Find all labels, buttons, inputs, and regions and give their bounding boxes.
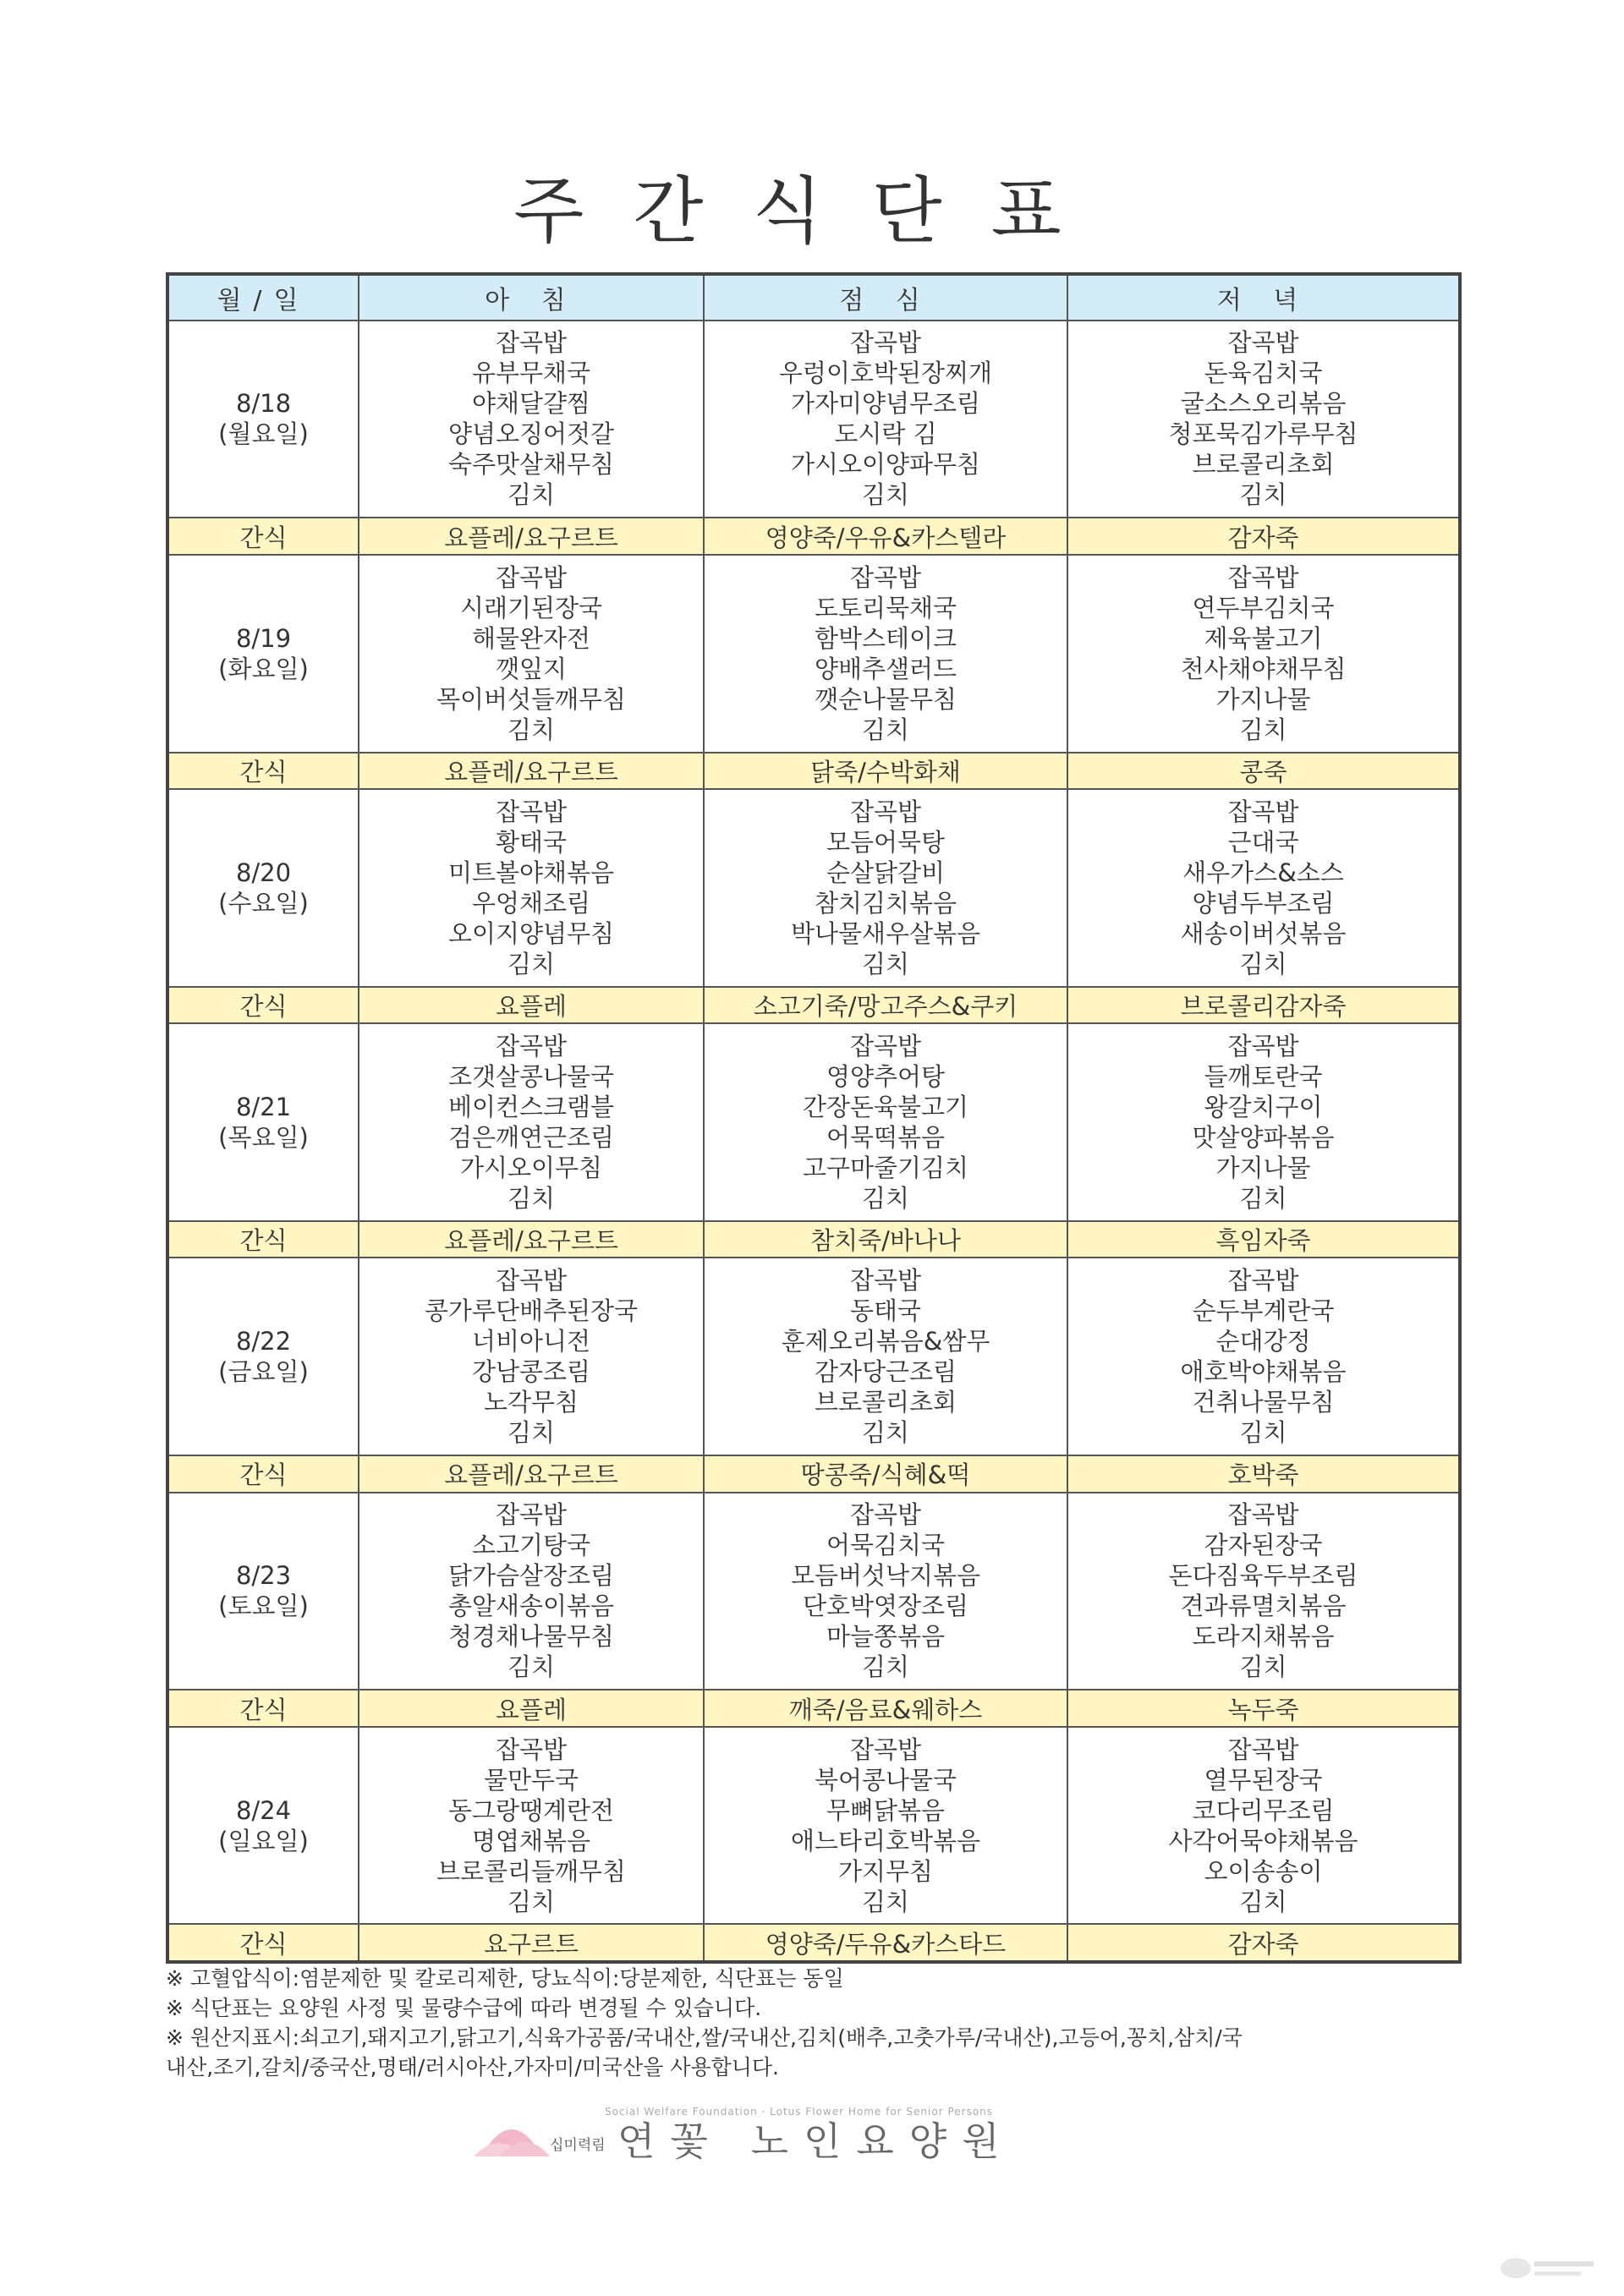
day-date: 8/19 <box>235 623 292 653</box>
breakfast-cell <box>359 555 704 753</box>
menu-item: 견과류멸치볶음 <box>1180 1592 1347 1621</box>
snack-item: 녹두죽 <box>1067 1690 1460 1727</box>
header-dinner: 저 녁 <box>1067 274 1460 321</box>
menu-item: 김치 <box>1239 480 1287 510</box>
menu-item: 가시오이양파무침 <box>790 450 981 479</box>
menu-item: 잡곡밥 <box>849 797 922 826</box>
menu-item: 김치 <box>507 1887 556 1916</box>
menu-item: 잡곡밥 <box>1227 1266 1299 1296</box>
menu-item: 잡곡밥 <box>1227 1734 1299 1764</box>
menu-item: 모듬어묵탕 <box>826 827 946 857</box>
snack-item: 감자죽 <box>1067 1924 1460 1962</box>
day-weekday: (일요일) <box>218 1826 309 1855</box>
menu-item: 도시락 김 <box>834 419 937 449</box>
table-header-row <box>167 274 1460 321</box>
menu-item: 황태국 <box>495 827 568 857</box>
menu-item: 잡곡밥 <box>1227 562 1299 592</box>
dinner-cell <box>1067 1258 1460 1455</box>
menu-item: 단호박엿장조림 <box>802 1592 969 1621</box>
menu-item: 사각어묵야채볶음 <box>1168 1826 1358 1855</box>
snack-item: 영양죽/두유&카스타드 <box>704 1924 1067 1962</box>
table-row <box>167 1023 1460 1221</box>
menu-item: 김치 <box>861 949 910 978</box>
note-change: ※ 식단표는 요양원 사정 및 물량수급에 따라 변경될 수 있습니다. <box>166 1996 762 2020</box>
menu-item: 잡곡밥 <box>849 1266 922 1296</box>
menu-item: 어묵김치국 <box>826 1531 946 1560</box>
facility-logo <box>474 2104 1083 2163</box>
menu-item: 베이컨스크램블 <box>447 1093 615 1122</box>
table-row <box>167 321 1460 518</box>
menu-item: 너비아니전 <box>471 1327 591 1356</box>
menu-item: 잡곡밥 <box>495 1500 568 1530</box>
menu-item: 잡곡밥 <box>495 328 568 358</box>
snack-item: 브로콜리감자죽 <box>1067 987 1460 1024</box>
lunch-cell <box>704 321 1067 518</box>
menu-item: 잡곡밥 <box>495 797 568 826</box>
menu-item: 깻잎지 <box>495 654 568 683</box>
menu-item: 맛살양파볶음 <box>1192 1123 1335 1153</box>
logo-name: 연꽃 노인요양원 <box>617 2118 1015 2164</box>
menu-item: 김치 <box>507 715 556 744</box>
menu-item: 함박스테이크 <box>814 623 957 653</box>
day-weekday: (토요일) <box>218 1592 309 1621</box>
menu-item: 잡곡밥 <box>1227 1032 1299 1061</box>
menu-item: 청포묵김가루무침 <box>1168 419 1358 449</box>
snack-row <box>167 518 1460 555</box>
menu-item: 잡곡밥 <box>1227 328 1299 358</box>
menu-item: 가자미양념무조림 <box>790 389 981 419</box>
lunch-cell <box>704 1493 1067 1690</box>
menu-item: 조갯살콩나물국 <box>447 1062 615 1092</box>
menu-item: 잡곡밥 <box>849 562 922 592</box>
breakfast-cell <box>359 1258 704 1455</box>
menu-item: 어묵떡볶음 <box>826 1123 946 1153</box>
day-weekday: (수요일) <box>218 888 309 918</box>
menu-item: 브로콜리초회 <box>1192 450 1335 479</box>
menu-item: 잡곡밥 <box>849 1032 922 1061</box>
day-date: 8/18 <box>235 389 292 419</box>
menu-item: 열무된장국 <box>1204 1765 1323 1795</box>
lunch-cell <box>704 1023 1067 1221</box>
snack-item: 흑임자죽 <box>1067 1221 1460 1258</box>
dinner-cell <box>1067 1023 1460 1221</box>
day-cell <box>167 1493 359 1690</box>
snack-label: 간식 <box>167 1455 359 1493</box>
snack-row <box>167 987 1460 1024</box>
menu-item: 소고기탕국 <box>471 1531 591 1560</box>
page-title: 주간식단표 <box>513 169 1111 254</box>
header-breakfast: 아 침 <box>359 274 704 321</box>
day-weekday: (목요일) <box>218 1123 309 1153</box>
menu-item: 영양추어탕 <box>826 1062 946 1092</box>
snack-label: 간식 <box>167 987 359 1024</box>
snack-row <box>167 1221 1460 1258</box>
logo-prefix: 십미력림 <box>550 2137 606 2154</box>
menu-item: 시래기된장국 <box>459 593 603 622</box>
table-row <box>167 789 1460 987</box>
breakfast-cell <box>359 1023 704 1221</box>
menu-item: 숙주맛살채무침 <box>447 450 615 479</box>
menu-item: 애호박야채볶음 <box>1180 1357 1347 1387</box>
header-day: 월/일 <box>167 274 359 321</box>
corner-watermark-icon <box>1497 2249 1599 2283</box>
snack-item: 감자죽 <box>1067 518 1460 555</box>
menu-item: 건취나물무침 <box>1192 1388 1335 1417</box>
lotus-flower-icon <box>474 2104 550 2163</box>
menu-item: 김치 <box>507 1418 556 1448</box>
snack-item: 호박죽 <box>1067 1455 1460 1493</box>
menu-item: 김치 <box>861 480 910 510</box>
day-cell <box>167 1727 359 1925</box>
menu-item: 김치 <box>507 1184 556 1214</box>
menu-item: 콩가루단배추된장국 <box>424 1296 639 1326</box>
menu-item: 해물완자전 <box>471 623 591 653</box>
menu-item: 잡곡밥 <box>849 328 922 358</box>
snack-item: 깨죽/음료&웨하스 <box>704 1690 1067 1727</box>
menu-item: 명엽채볶음 <box>471 1826 591 1855</box>
snack-row <box>167 1690 1460 1727</box>
menu-item: 양배추샐러드 <box>814 654 957 683</box>
menu-item: 박나물새우살볶음 <box>790 918 981 948</box>
lunch-cell <box>704 1727 1067 1925</box>
menu-item: 애느타리호박볶음 <box>790 1826 981 1855</box>
menu-item: 미트볼야채볶음 <box>447 858 615 887</box>
menu-item: 잡곡밥 <box>495 1266 568 1296</box>
menu-item: 도토리묵채국 <box>814 593 957 622</box>
notes <box>166 1964 1485 2082</box>
dinner-cell <box>1067 321 1460 518</box>
snack-item: 영양죽/우유&카스텔라 <box>704 518 1067 555</box>
menu-item: 왕갈치구이 <box>1204 1093 1323 1122</box>
menu-item: 깻순나물무침 <box>814 684 957 714</box>
menu-item: 순살닭갈비 <box>826 858 946 887</box>
menu-item: 김치 <box>1239 1652 1287 1682</box>
menu-item: 잡곡밥 <box>1227 1500 1299 1530</box>
menu-item: 잡곡밥 <box>1227 797 1299 826</box>
snack-label: 간식 <box>167 753 359 790</box>
menu-item: 무뼈닭볶음 <box>826 1795 946 1825</box>
snack-item: 참치죽/바나나 <box>704 1221 1067 1258</box>
menu-item: 물만두국 <box>483 1765 579 1795</box>
lunch-cell <box>704 789 1067 987</box>
snack-item: 요플레/요구르트 <box>359 518 704 555</box>
menu-item: 김치 <box>861 715 910 744</box>
breakfast-cell <box>359 789 704 987</box>
menu-item: 목이버섯들깨무침 <box>436 684 627 714</box>
menu-item: 참치김치볶음 <box>814 888 957 918</box>
day-weekday: (금요일) <box>218 1357 309 1387</box>
menu-item: 김치 <box>507 949 556 978</box>
snack-row <box>167 1455 1460 1493</box>
menu-item: 김치 <box>1239 715 1287 744</box>
table-row <box>167 1258 1460 1455</box>
menu-item: 잡곡밥 <box>495 1734 568 1764</box>
snack-item: 요플레 <box>359 1690 704 1727</box>
menu-item: 코다리무조림 <box>1192 1795 1335 1825</box>
table-row <box>167 555 1460 753</box>
menu-item: 잡곡밥 <box>495 562 568 592</box>
menu-item: 순대강정 <box>1215 1327 1311 1356</box>
weekly-menu-table <box>166 272 1462 1964</box>
menu-item: 김치 <box>1239 1418 1287 1448</box>
snack-item: 요플레/요구르트 <box>359 753 704 790</box>
day-date: 8/20 <box>235 858 292 887</box>
day-cell <box>167 789 359 987</box>
menu-item: 근대국 <box>1227 827 1299 857</box>
menu-item: 간장돈육불고기 <box>802 1093 969 1122</box>
dinner-cell <box>1067 1493 1460 1690</box>
menu-item: 브로콜리들깨무침 <box>436 1856 627 1886</box>
menu-item: 순두부계란국 <box>1192 1296 1335 1326</box>
day-cell <box>167 321 359 518</box>
dinner-cell <box>1067 555 1460 753</box>
menu-item: 유부무채국 <box>471 359 591 388</box>
menu-item: 총알새송이볶음 <box>447 1592 615 1621</box>
menu-item: 강남콩조림 <box>471 1357 591 1387</box>
menu-item: 노각무침 <box>483 1388 579 1417</box>
menu-item: 김치 <box>1239 949 1287 978</box>
menu-item: 우렁이호박된장찌개 <box>778 359 993 388</box>
snack-label: 간식 <box>167 1221 359 1258</box>
menu-item: 오이송송이 <box>1204 1856 1323 1886</box>
snack-item: 땅콩죽/식혜&떡 <box>704 1455 1067 1493</box>
lunch-cell <box>704 1258 1067 1455</box>
menu-item: 김치 <box>1239 1184 1287 1214</box>
snack-label: 간식 <box>167 1924 359 1962</box>
snack-item: 요플레/요구르트 <box>359 1455 704 1493</box>
snack-item: 요구르트 <box>359 1924 704 1962</box>
snack-row <box>167 753 1460 790</box>
menu-item: 김치 <box>507 1652 556 1682</box>
menu-item: 잡곡밥 <box>849 1500 922 1530</box>
lunch-cell <box>704 555 1067 753</box>
menu-item: 새송이버섯볶음 <box>1180 918 1347 948</box>
menu-item: 돈육김치국 <box>1204 359 1323 388</box>
day-date: 8/24 <box>235 1795 292 1825</box>
day-weekday: (화요일) <box>218 654 309 683</box>
menu-item: 김치 <box>861 1887 910 1916</box>
menu-item: 가시오이무침 <box>459 1153 603 1183</box>
breakfast-cell <box>359 1493 704 1690</box>
day-cell <box>167 1258 359 1455</box>
menu-item: 야채달걀찜 <box>471 389 591 419</box>
menu-item: 잡곡밥 <box>495 1032 568 1061</box>
menu-item: 가지무침 <box>837 1856 934 1886</box>
menu-item: 굴소스오리볶음 <box>1180 389 1347 419</box>
menu-item: 가지나물 <box>1215 1153 1311 1183</box>
menu-item: 김치 <box>861 1418 910 1448</box>
menu-item: 도라지채볶음 <box>1192 1622 1335 1652</box>
snack-item: 소고기죽/망고주스&쿠키 <box>704 987 1067 1024</box>
day-date: 8/21 <box>235 1093 292 1122</box>
menu-item: 브로콜리초회 <box>814 1388 957 1417</box>
header-lunch: 점 심 <box>704 274 1067 321</box>
menu-item: 연두부김치국 <box>1192 593 1335 622</box>
menu-item: 김치 <box>861 1652 910 1682</box>
day-date: 8/22 <box>235 1327 292 1356</box>
snack-row <box>167 1924 1460 1962</box>
snack-item: 닭죽/수박화채 <box>704 753 1067 790</box>
snack-label: 간식 <box>167 1690 359 1727</box>
note-origin-cont: 내산,조기,갈치/중국산,명태/러시아산,가자미/미국산을 사용합니다. <box>166 2055 780 2080</box>
menu-item: 들깨토란국 <box>1204 1062 1323 1092</box>
breakfast-cell <box>359 1727 704 1925</box>
menu-item: 가지나물 <box>1215 684 1311 714</box>
table-row <box>167 1727 1460 1925</box>
menu-item: 감자된장국 <box>1204 1531 1323 1560</box>
menu-item: 천사채야채무침 <box>1180 654 1347 683</box>
menu-item: 검은깨연근조림 <box>447 1123 615 1153</box>
day-cell <box>167 1023 359 1221</box>
menu-item: 제육불고기 <box>1204 623 1323 653</box>
menu-item: 닭가슴살장조림 <box>447 1561 615 1591</box>
menu-item: 돈다짐육두부조림 <box>1168 1561 1358 1591</box>
menu-item: 고구마줄기김치 <box>802 1153 969 1183</box>
menu-item: 양념오징어젓갈 <box>447 419 615 449</box>
day-cell <box>167 555 359 753</box>
note-origin: ※ 원산지표시:쇠고기,돼지고기,닭고기,식육가공품/국내산,쌀/국내산,김치(배추,고춧가루/국내산),고등어,꽁치,삼치/국 <box>166 2025 1243 2050</box>
menu-item: 감자당근조림 <box>814 1357 957 1387</box>
snack-item: 요플레 <box>359 987 704 1024</box>
logo-subtitle: Social Welfare Foundation · Lotus Flower Home for Senior Persons <box>605 2106 994 2118</box>
menu-item: 새우가스&소스 <box>1182 858 1344 887</box>
menu-item: 청경채나물무침 <box>447 1622 615 1652</box>
table-row <box>167 1493 1460 1690</box>
menu-item: 훈제오리볶음&쌈무 <box>781 1327 990 1356</box>
menu-item: 양념두부조림 <box>1192 888 1335 918</box>
breakfast-cell <box>359 321 704 518</box>
menu-item: 잡곡밥 <box>849 1734 922 1764</box>
menu-item: 우엉채조림 <box>471 888 591 918</box>
menu-item: 마늘쫑볶음 <box>826 1622 946 1652</box>
day-date: 8/23 <box>235 1561 292 1591</box>
snack-item: 요플레/요구르트 <box>359 1221 704 1258</box>
menu-item: 김치 <box>507 480 556 510</box>
menu-item: 모듬버섯낙지볶음 <box>790 1561 981 1591</box>
snack-label: 간식 <box>167 518 359 555</box>
menu-item: 북어콩나물국 <box>814 1765 957 1795</box>
menu-item: 김치 <box>1239 1887 1287 1916</box>
menu-item: 동태국 <box>849 1296 922 1326</box>
dinner-cell <box>1067 1727 1460 1925</box>
dinner-cell <box>1067 789 1460 987</box>
menu-item: 김치 <box>861 1184 910 1214</box>
day-weekday: (월요일) <box>218 419 309 449</box>
menu-item: 오이지양념무침 <box>447 918 615 948</box>
note-diet: ※ 고혈압식이:염분제한 및 칼로리제한, 당뇨식이:당분제한, 식단표는 동일 <box>166 1966 844 1991</box>
menu-item: 동그랑땡계란전 <box>447 1795 615 1825</box>
snack-item: 콩죽 <box>1067 753 1460 790</box>
